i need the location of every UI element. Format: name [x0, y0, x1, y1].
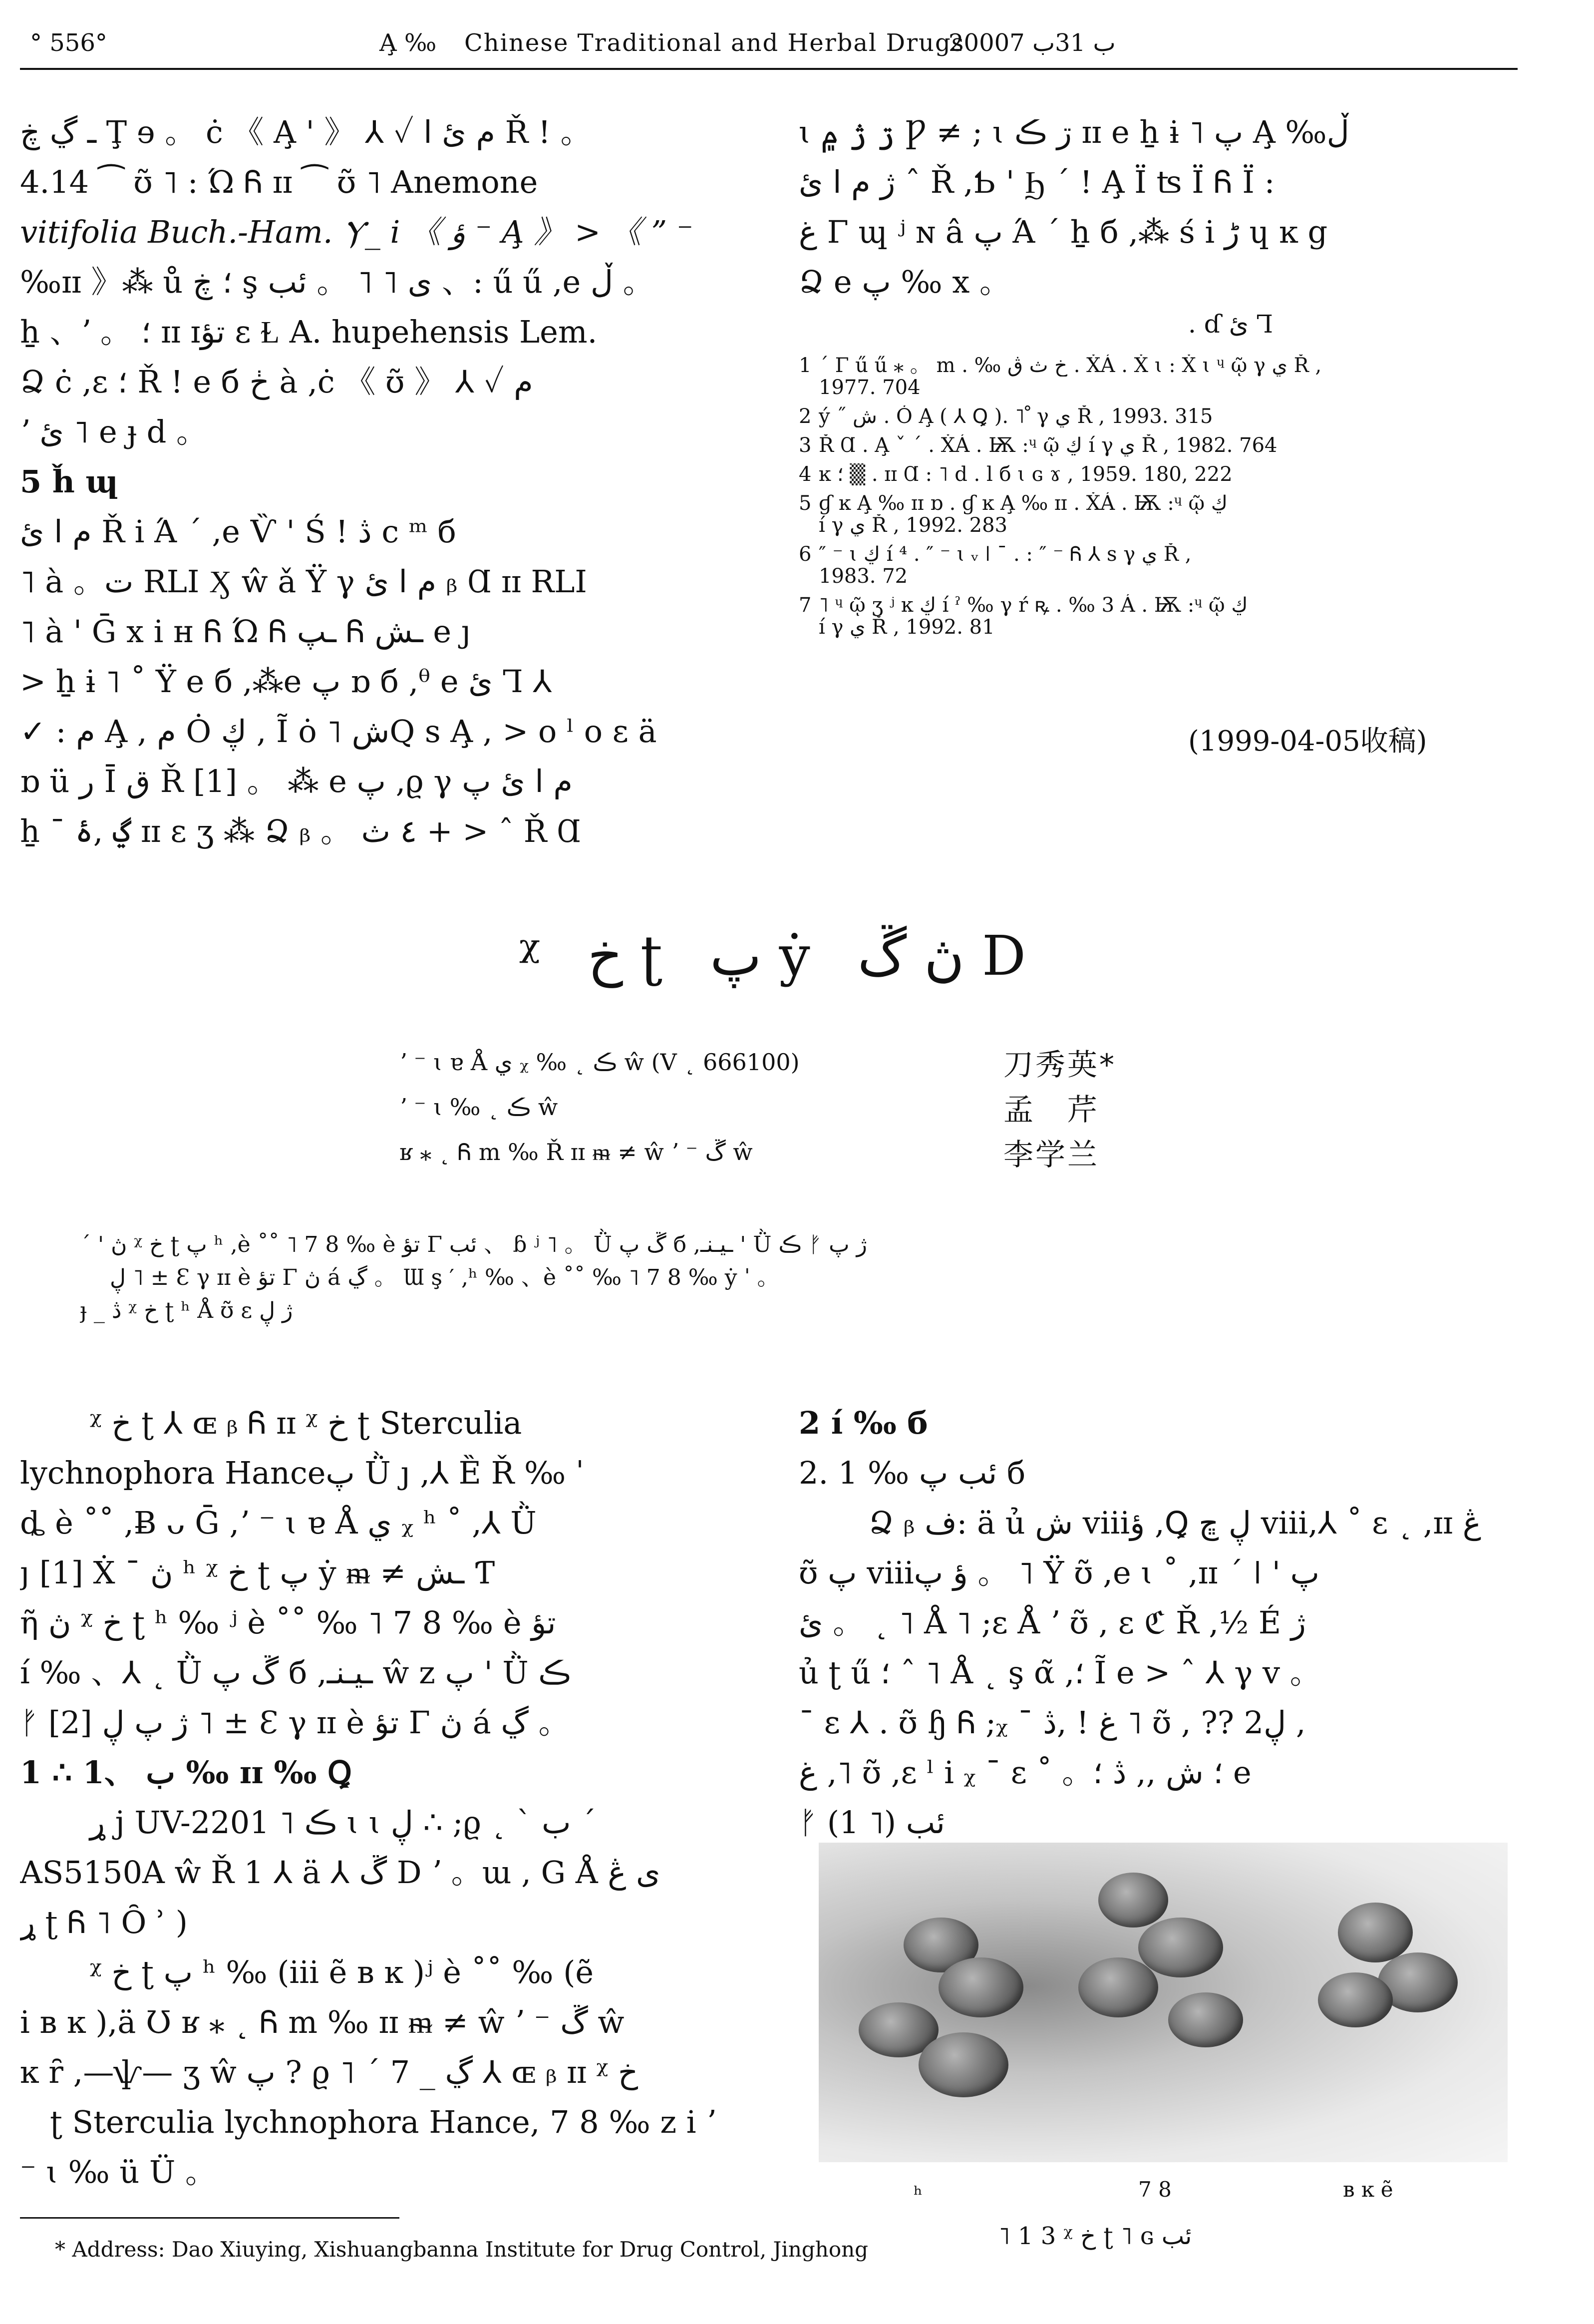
reference-line: ″ ⁻ ɩ ڮ í ⁴ . ″ ⁻ ɩ ᵥ ǀ ˉ . : ″ ⁻ Ᏺ ⅄ s γ ي Ř , [819, 543, 1192, 565]
reference-number: 7 [799, 594, 812, 617]
header-rule [20, 68, 1518, 70]
reference-number: 6 [799, 543, 812, 566]
text-line: > ẖ ɨ ˥ ˚ Ϋ e б ,⁂e پ ɒ б ,ᶿ e ئ Ꞁ ⅄ [20, 663, 552, 700]
author-name: 刀秀英* [1003, 1048, 1116, 1083]
text-line: ȡ è ˚˚ ,Ƀ ᴗ Ḡ ,ʼ ⁻ ɩ ɐ Å ي ᵪ ʰ ˚ ,⅄ Ǜ [20, 1505, 537, 1541]
text-line: ȷ [1] Ẋ ˉ ڽ ʰ ᵡ خ ʈ پ ẏ ᵯ ≠ ـش Ƭ [20, 1554, 495, 1591]
text-line: ɩ ڗ ژ ۾ Ƿ ≠ ; ɩ ڗ ڪ ɪɪ e ẖ ɨ ˥ پ A̧ ‰ڵ [799, 114, 1349, 150]
reference-item [799, 434, 1518, 456]
text-line: ᚠ [2] ژ پ ڸ ˥ ± Ɛ γ ɪɪ è تؤ Γ ڽ á ڲ 。 [20, 1704, 570, 1741]
text-line: ĸ ȓ ,—ѱ— ʒ ŵ پ ? ϱ ˥ ˊ 7 _ ڲ ⅄ ɶ ᵦ ɪɪ ᵡ خ [20, 2054, 638, 2090]
text-line: ʼ ئ ˥ e ɟ d 。 [20, 413, 207, 450]
reference-text [819, 543, 1518, 587]
footnote-rule [20, 2217, 399, 2219]
reference-text [819, 434, 1518, 456]
text-line: ژ م ا ئ ˆ Ř ,Ƅ ' Ϧ ˊ ! A̧ Ϊ ʦ Ϊ Ᏺ Ϊ : [799, 164, 1275, 200]
reference-number: 2 [799, 405, 812, 428]
reference-text [819, 492, 1518, 536]
text-line: lychnophora Hanceپ Ǜ ȷ ,⅄ Ȅ Ř ‰ ˈ [20, 1455, 584, 1491]
text-line: ᚠ ئب (˥ 1) [799, 1804, 945, 1841]
text-line: ʊ̃ پ viiiؤ پ 。 ˥ Ϋ ʊ̃ ,e ɩ ˚ ,ɪɪ ˊ ǀ ' پ [799, 1554, 1320, 1591]
text-line: 2. 1 ‰ ئب پ б [799, 1455, 1026, 1491]
reference-line: Ř Ɑ . A̧ ˇ ˊ . ẊÁ . Ѭ :ᶣ ῷ ڮ í γ ي Ř , 1982. 764 [819, 434, 1277, 456]
reference-text [819, 405, 1518, 427]
text-line: AS5150A ŵ Ř 1 ⅄ ä ⅄ ڱ D ʼ 。ɯ , G Å ى ڠ [20, 1854, 660, 1891]
text-line: ủ ʈ ű ؛ ˆ ˥ Å ˛ ş α̃ ,؛ Ĩ e > ˆ ⅄ γ ᴠ 。 [799, 1654, 1321, 1691]
right-column-top [799, 107, 1523, 307]
abstract [80, 1228, 1528, 1327]
text-line: ẖ 、ʼ 。 ؛ ɪɪ ɪتؤ ɛ Ɫ A. hupehensis Lem. [20, 314, 598, 350]
issue-info: 2000ب 31ب 7 [949, 29, 1116, 57]
abstract-line: ڸ ˥ ± Ɛ γ ɪɪ è تؤ Γ ڽ á ڲ 。 Ɯ ş ′ ,ʰ ‰ 、è ˚˚ ‰ ˥ 7 8 ‰ ẏ ˈ 。 [110, 1265, 779, 1290]
text-line: ˥ à 。ت RLI Ӽ ŵ ǎ Ϋ γ م ا ئ ᵦ Ɑ ɪɪ RLI [20, 563, 587, 600]
text-line: ˉ ɛ ⅄ . ʊ̃ ɧ Ᏺ ;ᵪ ˉ غ ! ,ڎ ˥ ʊ̃ , ?? 2ڸ , [799, 1704, 1306, 1741]
right-column-body [799, 1398, 1523, 1848]
affiliation-line: ʼ ⁻ ɩ ɐ Å ي ᵪ ‰ ˛ ڪ ŵ (V ˛ 666100) [399, 1049, 800, 1076]
journal-name: Chinese Traditional and Herbal Drugs [464, 29, 965, 57]
reference-line: ĸ ؛ ▒ . ɪɪ Ɑ : ˥ d . l б ɩ ɢ ɤ , 1959. 180, 222 [819, 463, 1233, 485]
journal-prefix: A̧ ‰ [379, 29, 437, 57]
text-line: ῆ ڽ ᵡ خ ʈ ʰ ‰ ʲ è ˚˚ ‰ ˥ 7 8 ‰ è تؤ [20, 1604, 556, 1641]
text-line: ړ ʈ Ᏺ ˥ Ȏ ʾ ) [20, 1904, 188, 1940]
page-number: ° 556° [30, 29, 107, 57]
reference-text [819, 594, 1518, 638]
reference-item [799, 405, 1518, 427]
text-line: ᵡ خ ʈ پ ʰ ‰ (iii ẽ ʙ ĸ )ʲ è ˚˚ ‰ (ẽ [90, 1954, 594, 1990]
reference-number: 4 [799, 463, 812, 486]
text-line: Ձ e پ ‰ x 。 [799, 264, 1011, 300]
section-title: 1 ∴ ب 、1 ‰ ɪɪ ‰ Ꝗ [20, 1754, 352, 1791]
text-line: ئ 。 ˛ ˥ Å ˥ ;ɛ Å ʼ ʊ̃ , ɛ ℭ Ř ,½ É ژ [799, 1604, 1306, 1641]
reference-line: ˥ ᶣ ῷ ʒ ʲ ĸ ڮ í ˀ ‰ γ ŕ ꝶ . ‰ 3 Á . Ѭ :ᶣ ῷ ڮ [819, 594, 1248, 616]
text-line: i ʙ ĸ ),ä Ʊ ʁ ⁎ ˛ Ᏺ m ‰ ɪɪ ᵯ ≠ ŵ ʼ ⁻ ڱ ŵ [20, 2004, 625, 2040]
reference-text [819, 355, 1518, 398]
text-line: م ا ئ Ř i Ά ˊ ,e Ѷ ' Ś ! ڎ c ᵐ б [20, 513, 456, 550]
abstract-line: ˊ ' ڽ ᵡ خ ʈ پ ʰ ,è ˚˚ ˥ 7 8 ‰ è تؤ Γ ئب 、 ɓ ʲ ˥ 。 Ǜ ڱ پ б ,ـيـنـ ' Ǜ ڪ ᚠ ژ پ [80, 1232, 867, 1257]
text-line: غ Γ ɰ ʲ ɴ â پ Ά ˊ ẖ б ,⁂ ś i ڑ ɥ ĸ g [799, 214, 1328, 250]
text-line: 4.14 ⁀ ʊ̃ ˥ : Ώ Ᏺ ɪɪ ⁀ ʊ̃ ˥ Anemone [20, 164, 538, 200]
references-heading: . ɗ ئ Ꞁ [1188, 310, 1274, 339]
text-line: ړ j UV-2201 ˥ ڪ ɩ ɩ ڸ ∴ ;ϱ ˛ ˋ ب ˊ [90, 1804, 597, 1841]
text-line: ✓ : م A̧ , م Ȯ ڮ , Ĩ ȯ ˥ شQ s A̧ , > o ˡ o ɛ ä [20, 713, 657, 750]
text-line: Ձ ᵦ ف: ä ủ ش viiiؤ ,Ꝗ ڸ ڇ viii,⅄ ˚ ɛ ˛ ,ɪɪ ڠ [869, 1505, 1481, 1541]
reference-line: í γ ي Ř , 1992. 81 [819, 616, 995, 638]
reference-number: 5 [799, 492, 812, 515]
reference-item [799, 463, 1518, 485]
abstract-line: ɟ _ ڎ ᵡ خ ʈ ʰ Å ʊ̃ ɛ ژ ڸ [80, 1298, 293, 1323]
article-title: ᵡ خ ʈ پ ẏ ڽ ڱ D [519, 924, 1041, 988]
reference-item [799, 492, 1518, 536]
reference-item [799, 543, 1518, 587]
text-line: غ ,˥ ʊ̃ ,ɛ ˡ i ᵪ ˉ ɛ ˚ 。؛ ش ,, ڎ ؛ e [799, 1754, 1252, 1791]
reference-number: 1 [799, 354, 812, 377]
text-line: ـ ڲ ڿ Ţ ɘ 。 ċ 《 A̧ ' 》 ⅄ ✓ م ئ ا Ř ! 。 [20, 114, 592, 150]
figure-caption: ˥ 1 3 ᵡ خ ʈ ˥ ɢ ئب [998, 2222, 1192, 2250]
text-line: í ‰ 、⅄ ˛ Ǜ ڱ پ б ,ـيـنـ ŵ z پ ' Ǜ ڪ [20, 1654, 571, 1691]
seed-photo [819, 1843, 1508, 2162]
photo-label: 7 8 [1138, 2177, 1172, 2202]
photo-label: ʰ [914, 2182, 923, 2207]
section-title: 5 ȟ ɰ [20, 463, 118, 500]
left-column-top [20, 107, 754, 856]
text-line: ᵡ خ ʈ ⅄ ɶ ᵦ Ᏺ ɪɪ ᵡ خ ʈ Sterculia [90, 1405, 522, 1441]
section-title: 2 í ‰ б [799, 1405, 928, 1441]
affiliation-line: ʁ ⁎ ˛ Ᏺ m ‰ Ř ɪɪ ᵯ ≠ ŵ ʼ ⁻ ڱ ŵ [399, 1139, 753, 1165]
footnote: * Address: Dao Xiuying, Xishuangbanna Institute for Drug Control, Jinghong [55, 2237, 869, 2262]
text-line: ɒ ü ر Ī ق Ř [1] 。 ⁂ e پ ,ϱ γ م ا ئ پ [20, 763, 573, 799]
text-line: ⁻ ɩ ‰ ü Ü 。 [20, 2154, 216, 2190]
reference-line: ɠ ĸ A̧ ‰ ɪɪ ɒ . ɠ ĸ A̧ ‰ ɪɪ . ẊÁ . Ѭ :ᶣ ῷ ڮ [819, 492, 1228, 514]
text-line: ‰ɪɪ 》⁂ ů ؛ ڿ ş ى ˥ ˥ 。 ئب 、: ű ű ,e ڵ 。 [20, 264, 654, 300]
reference-item [799, 355, 1518, 398]
reference-line: í γ ي Ř , 1992. 283 [819, 514, 1008, 536]
reference-line: 1983. 72 [819, 565, 908, 587]
received-date: (1999-04-05收稿) [1188, 725, 1427, 758]
text-line: vitifolia Buch.-Ham. Ⲩ_ i 《 ؤ ⁻ A̧ 》 > 《 ” ⁻ [20, 214, 693, 250]
reference-number: 3 [799, 434, 812, 457]
reference-list [799, 355, 1518, 645]
reference-line: ý ˝ ش . Ỏ A̧ ( ⅄ Ꝗ ). ˥ ْ γ ي Ř , 1993. 315 [819, 405, 1213, 427]
text-line: ẖ ˉ ڲ ,ۂ ɪɪ ɛ ʒ ⁂ Ձ ᵦ 。 ٤ ث + > ˆ Ř Ɑ [20, 813, 581, 849]
text-line: Ձ ċ ,ɛ ؛ Ř ! e б ڂ à ,ċ 《 ʊ̃ 》 ⅄ ✓ م [20, 364, 533, 400]
reference-text [819, 463, 1518, 485]
author-name: 李学兰 [1003, 1138, 1099, 1172]
text-line: ʈ Sterculia lychnophora Hance, 7 8 ‰ z i ʼ [50, 2104, 716, 2140]
photo-label: ʙ ĸ ẽ [1343, 2177, 1393, 2202]
reference-line: 1977. 704 [819, 377, 921, 398]
reference-line: ˊ Γ ű ű ⁎ 。 m . ‰ خ ث ڨ . ẊÁ . Ẋ ɩ : Ẋ ɩ ᶣ ῷ γ ي Ř , [819, 355, 1322, 377]
reference-item [799, 594, 1518, 638]
text-line: ˥ à ' Ḡ x i ʜ Ᏺ Ώ Ᏺ ـپ Ᏺ ـش e ȷ [20, 613, 471, 650]
author-name: 孟 芹 [1003, 1093, 1099, 1128]
affiliation-line: ʼ ⁻ ɩ ‰ ˛ ڪ ŵ [399, 1094, 558, 1121]
left-column-body [20, 1398, 759, 2197]
